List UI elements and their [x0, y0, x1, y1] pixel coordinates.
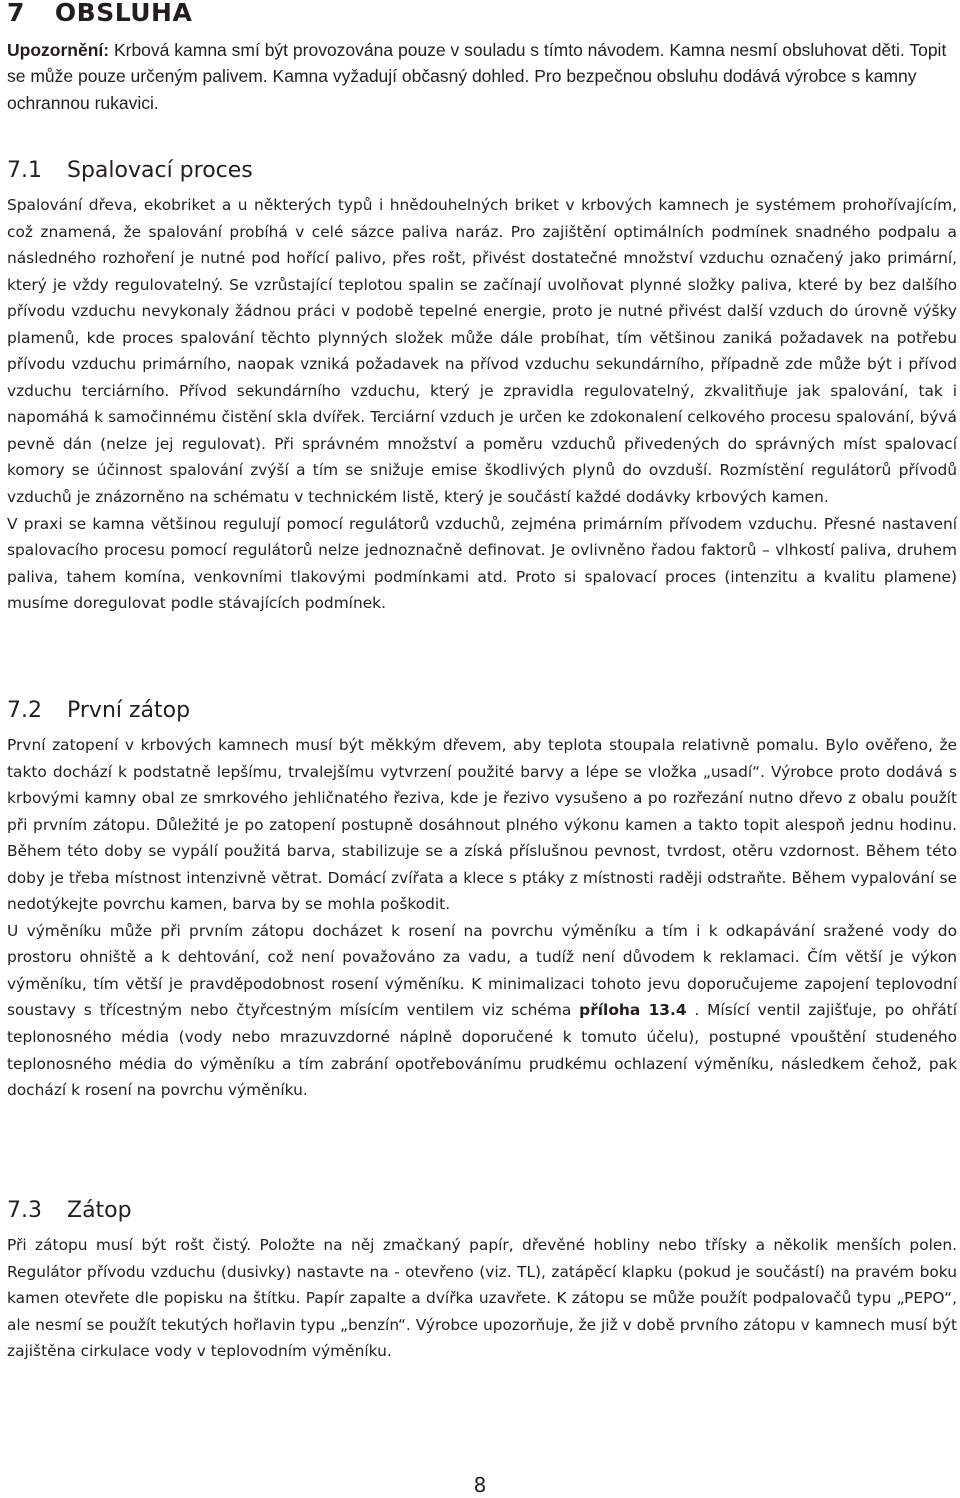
paragraph [7, 918, 957, 1104]
section-body-7-3 [7, 1232, 957, 1365]
appendix-reference: příloha 13.4 [579, 1001, 687, 1020]
section-number: 7.2 [7, 698, 42, 723]
chapter-number: 7 [7, 0, 25, 27]
paragraph-text: U výměníku může při prvním zátopu docházet k rosení na povrchu výměníku a tím i k odkapávání sražené vody do prostoru ohniště a k dehtování, což není považováno za vadu, a tudíž není důvodem k reklamaci. Čím větší je výkon výměníku, tím větší je pravděpodobnost rosení výměníku. K minimalizaci tohoto jevu doporučujeme zapojení teplovodní soustavy s třícestným nebo čtyřcestným mísícím ventilem viz schéma [7, 921, 957, 1020]
warning-label: Upozornění: [7, 40, 110, 60]
paragraph: Při zátopu musí být rošt čistý. Položte na něj zmačkaný papír, dřevěné hobliny nebo třísky a několik menších polen. Regulátor přívodu vzduchu (dusivky) nastavte na - otevřeno (viz. TL), zatápěcí klapku (pokud je součástí) na pravém boku kamen otevřete dle popisku na štítku. Papír zapalte a dvířka uzavřete. K zátopu se může použít podpalovačů typu „PEPO“, ale nesmí se použít tekutých hořlavin typu „benzín“. Výrobce upozorňuje, že již v době prvního zátopu v kamnech musí být zajištěna cirkulace vody v teplovodním výměníku. [7, 1236, 957, 1361]
section-title: Zátop [67, 1198, 132, 1223]
section-body-7-2 [7, 732, 957, 1104]
section-number: 7.1 [7, 158, 42, 183]
section-heading-7-3 [7, 1196, 132, 1226]
section-title: Spalovací proces [67, 158, 253, 183]
warning-notice [7, 37, 957, 116]
paragraph: Spalování dřeva, ekobriket a u některých typů i hnědouhelných briket v krbových kamnech je systémem prohořívajícím, což znamená, že spalování probíhá v celé sázce paliva naráz. Pro zajištění optimálních podmínek snadného podpalu a následného rozhoření je nutné pod hořící palivo, přes rošt, přivést dostatečné množství vzduchu označený jako primární, který je vždy regulovatelný. Se vzrůstající teplotou spalin se začínají uvolňovat plynné složky paliva, které by bez dalšího přívodu vzduchu nevykonaly žádnou práci v podobě tepelné energie, proto je nutné přivést další vzduch do úrovně výšky plamenů, kde proces spalování těchto plynných složek může dále probíhat, tím většinou zaniká požadavek na potřebu přívodu vzduchu primárního, naopak vzniká požadavek na přívod vzduchu sekundárního, případně zde může být i přívod vzduchu terciárního. Přívod sekundárního vzduchu, který je zpravidla regulovatelný, zkvalitňuje jak spalování, tak i napomáhá k samočinnému čistění skla dvířek. Terciární vzduch je určen ke zdokonalení celkového procesu spalování, bývá pevně dán (nelze jej regulovat). Při správném množství a poměru vzduchů přivedených do správných míst spalovací komory se účinnost spalování zvýší a tím se snižuje emise škodlivých plynů do ovzduší. Rozmístění regulátorů přívodů vzduchů je znázorněno na schématu v technickém listě, který je součástí každé dodávky krbových kamen. [7, 196, 957, 507]
chapter-title: OBSLUHA [54, 0, 193, 27]
warning-text: Krbová kamna smí být provozována pouze v souladu s tímto návodem. Kamna nesmí obsluhovat děti. Topit se může pouze určeným palivem. Kamna vyžadují občasný dohled. Pro bezpečnou obsluhu dodává výrobce s kamny ochrannou rukavici. [7, 40, 947, 113]
section-heading-7-2 [7, 696, 190, 726]
section-number: 7.3 [7, 1198, 42, 1223]
section-heading-7-1 [7, 156, 253, 186]
section-body-7-1 [7, 192, 957, 617]
paragraph: V praxi se kamna většinou regulují pomocí regulátorů vzduchů, zejména primárním přívodem vzduchu. Přesné nastavení spalovacího procesu pomocí regulátorů nelze jednoznačně definovat. Je ovlivněno řadou faktorů – vlhkostí paliva, druhem paliva, tahem komína, venkovními tlakovými podmínkami atd. Proto si spalovací proces (intenzitu a kvalitu plamene) musíme doregulovat podle stávajících podmínek. [7, 514, 957, 613]
chapter-heading [7, 0, 192, 29]
paragraph: První zatopení v krbových kamnech musí být měkkým dřevem, aby teplota stoupala relativně pomalu. Bylo ověřeno, že takto dochází k podstatně lepšímu, trvalejšímu vytvrzení použité barvy a lépe se vložka „usadí“. Výrobce proto dodává s krbovými kamny obal ze smrkového jehličnatého řeziva, kde je řezivo vysušeno a po rozřezání nutno dřevo z obalu použít při prvním zátopu. Důležité je po zatopení postupně dosáhnout plného výkonu kamen a takto topit alespoň jednu hodinu. Během této doby se vypálí použitá barva, stabilizuje se a získá příslušnou pevnost, tvrdost, otěru vzdornost. Během této doby je třeba místnost intenzivně větrat. Domácí zvířata a klece s ptáky z místnosti raději odstraňte. Během vypalování se nedotýkejte povrchu kamen, barva by se mohla poškodit. [7, 736, 957, 914]
page-number: 8 [473, 1473, 487, 1497]
section-title: První zátop [67, 698, 191, 723]
paragraph-text: . Mísící ventil zajišťuje, po ohřátí teplonosného média (vody nebo mrazuvzdorné náplně doporučené k tomuto účelu), postupné vpouštění studeného teplonosného média do výměníku a tím zabrání opotřebovánímu prudkému ochlazení výměníku, následkem čehož, pak dochází k rosení na povrchu výměníku. [7, 1001, 957, 1100]
